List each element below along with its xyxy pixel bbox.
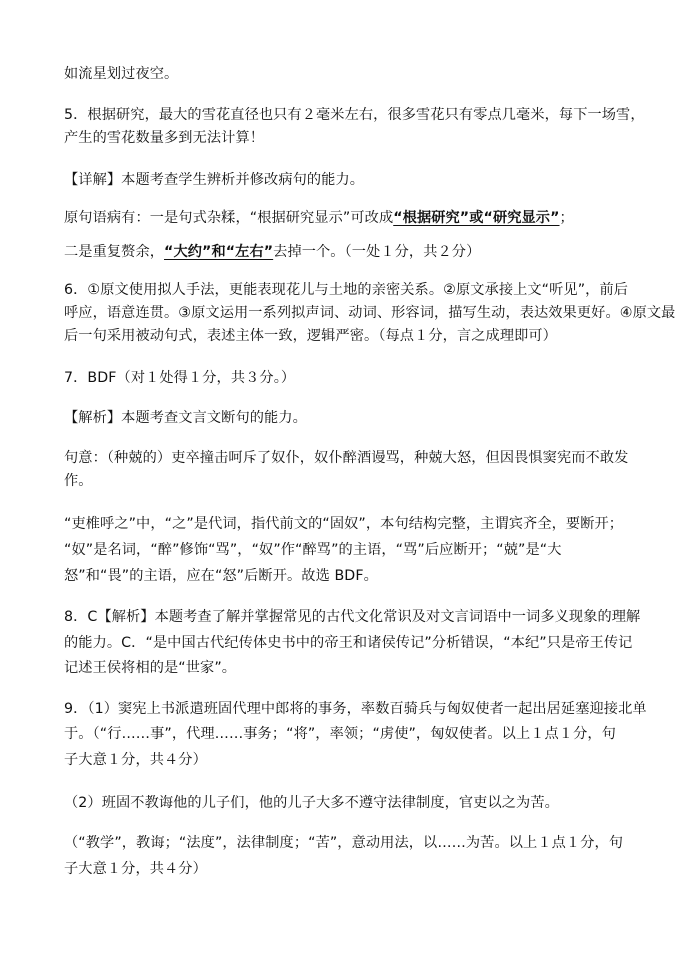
text-line: 记述王侯将相的是“世家”。	[64, 660, 237, 676]
explanation-heading: 【详解】本题考查学生辨析并修改病句的能力。	[64, 172, 365, 188]
analysis-heading: 【解析】本题考查文言文断句的能力。	[64, 410, 307, 426]
text-line: “奴”是名词，“醉”修饰“骂”，“奴”作“醉骂”的主语，“骂”后应断开；“兢”是“大	[64, 542, 562, 558]
text-line: 如流星划过夜空。	[64, 66, 179, 82]
text-line: 怒”和“畏”的主语，应在“怒”后断开。故选 BDF。	[64, 568, 378, 584]
question-6-line: 6．①原文使用拟人手法，更能表现花儿与土地的亲密关系。②原文承接上文“听见”，前后	[64, 282, 629, 298]
text-line: 子大意１分，共４分）	[64, 752, 207, 768]
text-line	[64, 242, 480, 262]
text-line: 于。（“行……事”，代理……事务；“将”，率领；“虏使”，匈奴使者。以上１点１分，句	[64, 726, 616, 742]
text-line: （“教学”，教诲；“法度”，法律制度；“苦”，意动用法，以……为苦。以上１点１分，句	[64, 835, 624, 851]
question-5-line: 5．根据研究，最大的雪花直径也只有２毫米左右，很多雪花只有零点几毫米，每下一场雪，	[64, 107, 645, 123]
question-9-line: 9．（1）窦宪上书派遣班固代理中郎将的事务，率数百骑兵与匈奴使者一起出居延塞迎接北单	[64, 701, 647, 717]
text-segment: 原句语病有：一是句式杂糅，“根据研究显示”可改成	[64, 210, 394, 226]
text-segment: 二是重复赘余，	[64, 244, 165, 260]
text-segment: ；	[559, 210, 574, 226]
question-7-line: 7．BDF（对１处得１分，共３分。）	[64, 370, 296, 386]
question-8-line: 8．C【解析】本题考查了解并掌握常见的古代文化常识及对文言词语中一词多义现象的理解	[64, 609, 641, 625]
text-line: 作。	[64, 473, 93, 489]
text-line: 子大意１分，共４分）	[64, 861, 207, 877]
text-line: “吏椎呼之”中，“之”是代词，指代前文的“固奴”，本句结构完整，主谓宾齐全，要断开；	[64, 516, 624, 532]
emphasized-answer: “根据研究”或“研究显示”	[393, 210, 560, 226]
text-line	[64, 208, 574, 228]
text-segment: 去掉一个。（一处１分，共２分）	[273, 244, 481, 260]
text-line: 呼应，语意连贯。③原文运用一系列拟声词、动词、形容词，描写生动，表达效果更好。④原文最	[64, 305, 676, 321]
emphasized-answer: “大约”和“左右”	[164, 244, 274, 260]
text-line: 的能力。C．“是中国古代纪传体史书中的帝王和诸侯传记”分析错误，“本纪”只是帝王传记	[64, 635, 633, 651]
text-line: 后一句采用被动句式，表述主体一致，逻辑严密。（每点１分，言之成理即可）	[64, 328, 557, 344]
text-line: （2）班固不教诲他的儿子们，他的儿子大多不遵守法律制度，官吏以之为苦。	[64, 795, 559, 811]
text-line: 句意：（种兢的）吏卒撞击呵斥了奴仆，奴仆醉酒谩骂，种兢大怒，但因畏惧窦宪而不敢发	[64, 450, 629, 466]
text-line: 产生的雪花数量多到无法计算！	[64, 130, 265, 146]
